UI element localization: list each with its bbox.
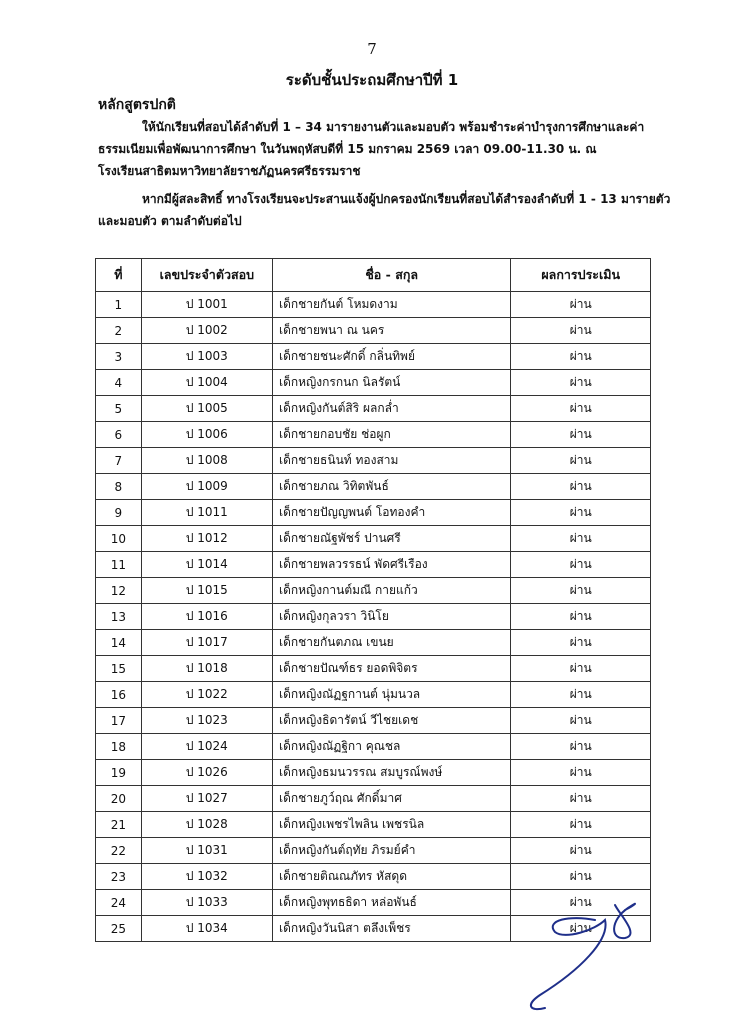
table-row	[96, 474, 651, 500]
row-exam-id: ป 1008	[141, 448, 272, 474]
row-result: ผ่าน	[511, 656, 651, 682]
row-no: 22	[96, 838, 142, 864]
row-exam-id: ป 1005	[141, 396, 272, 422]
row-no: 11	[96, 552, 142, 578]
row-name: เด็กหญิงธมนวรรณ สมบูรณ์พงษ์	[272, 760, 510, 786]
row-exam-id: ป 1009	[141, 474, 272, 500]
row-exam-id: ป 1016	[141, 604, 272, 630]
row-no: 12	[96, 578, 142, 604]
row-result: ผ่าน	[511, 318, 651, 344]
row-result: ผ่าน	[511, 578, 651, 604]
row-name: เด็กหญิงกานต์มณี กายแก้ว	[272, 578, 510, 604]
table-row	[96, 604, 651, 630]
row-result: ผ่าน	[511, 812, 651, 838]
row-exam-id: ป 1033	[141, 890, 272, 916]
row-name: เด็กชายกันต์ โหมดงาม	[272, 292, 510, 318]
row-result: ผ่าน	[511, 604, 651, 630]
row-name: เด็กชายภูว์ฤณ ศักดิ์มาศ	[272, 786, 510, 812]
row-no: 13	[96, 604, 142, 630]
table-header-row	[96, 259, 651, 292]
table-row	[96, 812, 651, 838]
row-name: เด็กชายกอบชัย ช่อผูก	[272, 422, 510, 448]
row-result: ผ่าน	[511, 370, 651, 396]
row-exam-id: ป 1002	[141, 318, 272, 344]
row-exam-id: ป 1022	[141, 682, 272, 708]
paragraph-reserve-text: หากมีผู้สละสิทธิ์ ทางโรงเรียนจะประสานแจ้งผู้ปกครองนักเรียนที่สอบได้สำรองลำดับที่ 1 - 13 มารายตัวและมอบตัว ตามลำดับต่อไป	[98, 192, 671, 228]
row-no: 21	[96, 812, 142, 838]
row-result: ผ่าน	[511, 786, 651, 812]
table-row	[96, 370, 651, 396]
row-name: เด็กชายปัญญพนต์ โอทองคำ	[272, 500, 510, 526]
row-exam-id: ป 1003	[141, 344, 272, 370]
row-exam-id: ป 1012	[141, 526, 272, 552]
row-name: เด็กชายพนา ณ นคร	[272, 318, 510, 344]
row-result: ผ่าน	[511, 708, 651, 734]
row-name: เด็กหญิงกรกนก นิลรัตน์	[272, 370, 510, 396]
table-row	[96, 396, 651, 422]
row-result: ผ่าน	[511, 448, 651, 474]
row-name: เด็กชายชนะศักดิ์ กลิ่นทิพย์	[272, 344, 510, 370]
header-result: ผลการประเมิน	[511, 259, 651, 292]
row-exam-id: ป 1004	[141, 370, 272, 396]
table-row	[96, 578, 651, 604]
row-name: เด็กหญิงเพชรไพลิน เพชรนิล	[272, 812, 510, 838]
row-no: 8	[96, 474, 142, 500]
table-row	[96, 344, 651, 370]
row-name: เด็กชายณัฐพัชร์ ปานศรี	[272, 526, 510, 552]
table-row	[96, 318, 651, 344]
row-exam-id: ป 1015	[141, 578, 272, 604]
page-number: 7	[367, 40, 377, 58]
row-result: ผ่าน	[511, 630, 651, 656]
header-no: ที่	[96, 259, 142, 292]
row-name: เด็กหญิงพุทธธิดา หล่อพันธ์	[272, 890, 510, 916]
row-no: 14	[96, 630, 142, 656]
row-exam-id: ป 1028	[141, 812, 272, 838]
table-row	[96, 786, 651, 812]
row-result: ผ่าน	[511, 474, 651, 500]
row-no: 20	[96, 786, 142, 812]
table-row	[96, 838, 651, 864]
table-row	[96, 500, 651, 526]
row-exam-id: ป 1032	[141, 864, 272, 890]
row-name: เด็กหญิงณัฏฐกานต์ นุ่มนวล	[272, 682, 510, 708]
table-row	[96, 734, 651, 760]
row-no: 7	[96, 448, 142, 474]
row-exam-id: ป 1018	[141, 656, 272, 682]
row-no: 1	[96, 292, 142, 318]
row-no: 5	[96, 396, 142, 422]
row-name: เด็กชายกันตภณ เขนย	[272, 630, 510, 656]
row-result: ผ่าน	[511, 552, 651, 578]
row-result: ผ่าน	[511, 734, 651, 760]
table-row	[96, 422, 651, 448]
row-result: ผ่าน	[511, 864, 651, 890]
row-exam-id: ป 1026	[141, 760, 272, 786]
row-name: เด็กชายติณณภัทร หัสดุด	[272, 864, 510, 890]
row-result: ผ่าน	[511, 682, 651, 708]
signature-stroke	[531, 904, 635, 1009]
row-exam-id: ป 1034	[141, 916, 272, 942]
row-name: เด็กหญิงธิดารัตน์ วีไชยเดช	[272, 708, 510, 734]
row-name: เด็กชายปัณฑ์ธร ยอดพิจิตร	[272, 656, 510, 682]
paragraph-reserve	[98, 188, 673, 232]
table-row	[96, 292, 651, 318]
row-exam-id: ป 1017	[141, 630, 272, 656]
row-result: ผ่าน	[511, 526, 651, 552]
table-row	[96, 448, 651, 474]
table-row	[96, 760, 651, 786]
header-name: ชื่อ - สกุล	[272, 259, 510, 292]
row-no: 19	[96, 760, 142, 786]
table-row	[96, 682, 651, 708]
curriculum-heading: หลักสูตรปกติ	[98, 97, 176, 113]
table-row	[96, 708, 651, 734]
row-name: เด็กชายพลวรรธน์ พัดศรีเรือง	[272, 552, 510, 578]
row-no: 3	[96, 344, 142, 370]
table-row	[96, 864, 651, 890]
row-result: ผ่าน	[511, 890, 651, 916]
row-no: 23	[96, 864, 142, 890]
row-exam-id: ป 1031	[141, 838, 272, 864]
row-no: 24	[96, 890, 142, 916]
row-no: 6	[96, 422, 142, 448]
row-result: ผ่าน	[511, 292, 651, 318]
row-result: ผ่าน	[511, 396, 651, 422]
row-exam-id: ป 1011	[141, 500, 272, 526]
row-no: 18	[96, 734, 142, 760]
row-exam-id: ป 1001	[141, 292, 272, 318]
row-result: ผ่าน	[511, 422, 651, 448]
table-row	[96, 630, 651, 656]
row-exam-id: ป 1027	[141, 786, 272, 812]
signature	[500, 900, 700, 1020]
row-result: ผ่าน	[511, 838, 651, 864]
paragraph-reporting-text: ให้นักเรียนที่สอบได้ลำดับที่ 1 – 34 มารายงานตัวและมอบตัว พร้อมชำระค่าบำรุงการศึกษาและค่าธรรมเนียมเพื่อพัฒนาการศึกษา ในวันพฤหัสบดีที่ 15 มกราคม 2569 เวลา 09.00-11.30 น. ณ โรงเรียนสาธิตมหาวิทยาลัยราชภัฏนครศรีธรรมราช	[98, 120, 645, 178]
row-name: เด็กชายธนินท์ ทองสาม	[272, 448, 510, 474]
row-exam-id: ป 1024	[141, 734, 272, 760]
table-row	[96, 656, 651, 682]
page-title: ระดับชั้นประถมศึกษาปีที่ 1	[285, 71, 459, 89]
row-exam-id: ป 1006	[141, 422, 272, 448]
row-result: ผ่าน	[511, 916, 651, 942]
row-exam-id: ป 1014	[141, 552, 272, 578]
header-exam-id: เลขประจำตัวสอบ	[141, 259, 272, 292]
table-row	[96, 526, 651, 552]
row-no: 9	[96, 500, 142, 526]
row-no: 16	[96, 682, 142, 708]
paragraph-reporting	[98, 116, 673, 182]
results-table	[95, 258, 651, 942]
row-no: 10	[96, 526, 142, 552]
row-name: เด็กหญิงกันต์ฤทัย ภิรมย์คำ	[272, 838, 510, 864]
row-name: เด็กชายภณ วิทิตพันธ์	[272, 474, 510, 500]
table-row	[96, 552, 651, 578]
row-no: 4	[96, 370, 142, 396]
row-no: 17	[96, 708, 142, 734]
row-result: ผ่าน	[511, 760, 651, 786]
row-name: เด็กหญิงณัฏฐิกา คุณชล	[272, 734, 510, 760]
table-body	[96, 292, 651, 942]
row-name: เด็กหญิงวันนิสา ตลึงเพ็ชร	[272, 916, 510, 942]
row-no: 25	[96, 916, 142, 942]
row-name: เด็กหญิงกันต์สิริ ผลกล่ำ	[272, 396, 510, 422]
row-result: ผ่าน	[511, 344, 651, 370]
row-exam-id: ป 1023	[141, 708, 272, 734]
row-no: 15	[96, 656, 142, 682]
row-result: ผ่าน	[511, 500, 651, 526]
row-no: 2	[96, 318, 142, 344]
row-name: เด็กหญิงกุลวรา วินิโย	[272, 604, 510, 630]
